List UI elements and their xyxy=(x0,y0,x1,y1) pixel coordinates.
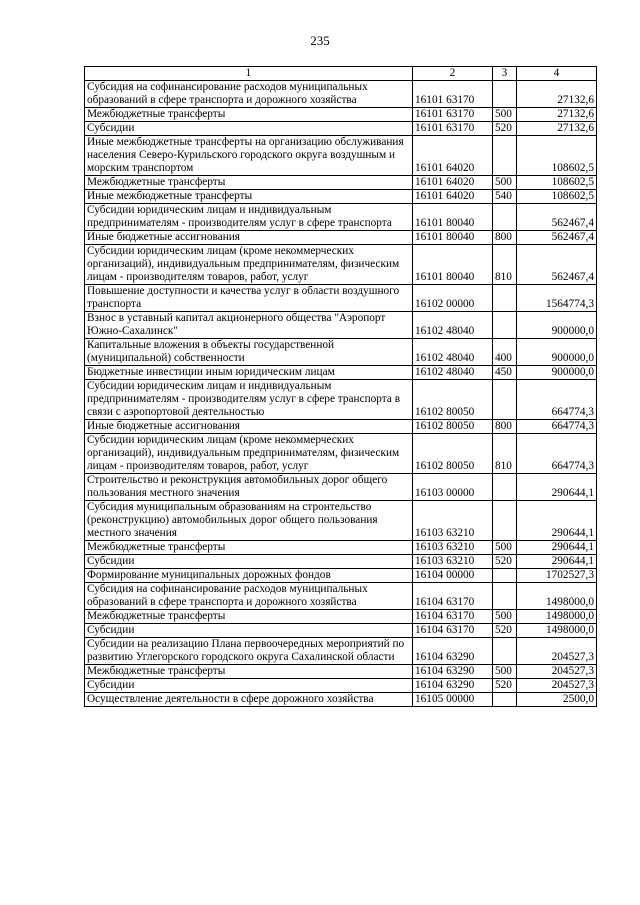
row-expense-type: 520 xyxy=(493,555,517,569)
row-amount: 204527,3 xyxy=(517,665,597,679)
row-code: 16101 80040 xyxy=(413,204,493,231)
row-code: 16101 63170 xyxy=(413,108,493,122)
row-expense-type: 400 xyxy=(493,339,517,366)
row-code: 16102 80050 xyxy=(413,380,493,420)
row-name: Субсидии юридическим лицам и индивидуальным предпринимателям - производителям услуг в сфере транспорта в связи с аэропортовой деятельностью xyxy=(85,380,413,420)
row-amount: 108602,5 xyxy=(517,136,597,176)
row-name: Межбюджетные трансферты xyxy=(85,541,413,555)
table-row xyxy=(85,583,597,610)
row-name: Субсидия муниципальным образованиям на строительство (реконструкцию) автомобильных дорог общего пользования местного значения xyxy=(85,501,413,541)
page-number: 235 xyxy=(310,33,330,48)
table-row xyxy=(85,474,597,501)
row-amount: 204527,3 xyxy=(517,679,597,693)
row-amount: 562467,4 xyxy=(517,231,597,245)
row-amount: 108602,5 xyxy=(517,190,597,204)
row-name: Осуществление деятельности в сфере дорожного хозяйства xyxy=(85,693,413,707)
row-expense-type: 520 xyxy=(493,679,517,693)
table-row xyxy=(85,245,597,285)
row-amount: 290644,1 xyxy=(517,501,597,541)
table-row xyxy=(85,555,597,569)
row-name: Межбюджетные трансферты xyxy=(85,665,413,679)
table-row xyxy=(85,204,597,231)
table-row xyxy=(85,285,597,312)
table-row xyxy=(85,679,597,693)
row-amount: 900000,0 xyxy=(517,339,597,366)
table-row xyxy=(85,541,597,555)
table-row xyxy=(85,501,597,541)
row-expense-type: 500 xyxy=(493,665,517,679)
table-row xyxy=(85,190,597,204)
table-row xyxy=(85,122,597,136)
row-code: 16101 80040 xyxy=(413,231,493,245)
row-name: Капитальные вложения в объекты государственной (муниципальной) собственности xyxy=(85,339,413,366)
row-expense-type: 800 xyxy=(493,420,517,434)
row-expense-type: 800 xyxy=(493,231,517,245)
row-expense-type: 500 xyxy=(493,610,517,624)
table-row xyxy=(85,312,597,339)
table-row xyxy=(85,569,597,583)
row-expense-type xyxy=(493,81,517,108)
table-row xyxy=(85,81,597,108)
row-amount: 664774,3 xyxy=(517,434,597,474)
row-amount: 1498000,0 xyxy=(517,610,597,624)
row-amount: 664774,3 xyxy=(517,420,597,434)
row-amount: 664774,3 xyxy=(517,380,597,420)
row-name: Бюджетные инвестиции иным юридическим лицам xyxy=(85,366,413,380)
row-code: 16104 63290 xyxy=(413,638,493,665)
row-amount: 204527,3 xyxy=(517,638,597,665)
row-name: Формирование муниципальных дорожных фондов xyxy=(85,569,413,583)
table-row xyxy=(85,108,597,122)
table-row xyxy=(85,231,597,245)
row-code: 16102 48040 xyxy=(413,339,493,366)
row-code: 16104 63170 xyxy=(413,624,493,638)
row-code: 16103 63210 xyxy=(413,555,493,569)
row-name: Межбюджетные трансферты xyxy=(85,108,413,122)
row-amount: 290644,1 xyxy=(517,541,597,555)
row-code: 16104 63290 xyxy=(413,665,493,679)
row-name: Строительство и реконструкция автомобильных дорог общего пользования местного значения xyxy=(85,474,413,501)
row-name: Субсидия на софинансирование расходов муниципальных образований в сфере транспорта и дорожного хозяйства xyxy=(85,81,413,108)
table-row xyxy=(85,420,597,434)
column-header: 2 xyxy=(413,67,493,81)
row-code: 16103 63210 xyxy=(413,501,493,541)
row-code: 16102 48040 xyxy=(413,366,493,380)
table-row xyxy=(85,176,597,190)
table-row xyxy=(85,136,597,176)
row-code: 16101 64020 xyxy=(413,136,493,176)
row-name: Субсидии юридическим лицам (кроме некоммерческих организаций), индивидуальным предпринимателям, физическим лицам - производителям товаров, работ, услуг xyxy=(85,245,413,285)
row-name: Субсидия на софинансирование расходов муниципальных образований в сфере транспорта и дорожного хозяйства xyxy=(85,583,413,610)
row-expense-type xyxy=(493,693,517,707)
row-code: 16102 80050 xyxy=(413,420,493,434)
row-amount: 900000,0 xyxy=(517,312,597,339)
row-code: 16101 64020 xyxy=(413,176,493,190)
row-amount: 900000,0 xyxy=(517,366,597,380)
row-amount: 290644,1 xyxy=(517,555,597,569)
row-name: Субсидии юридическим лицам (кроме некоммерческих организаций), индивидуальным предпринимателям, физическим лицам - производителям товаров, работ, услуг xyxy=(85,434,413,474)
row-amount: 1498000,0 xyxy=(517,583,597,610)
row-expense-type: 520 xyxy=(493,122,517,136)
row-name: Субсидии xyxy=(85,624,413,638)
row-code: 16105 00000 xyxy=(413,693,493,707)
row-code: 16103 00000 xyxy=(413,474,493,501)
row-expense-type xyxy=(493,474,517,501)
row-code: 16104 63170 xyxy=(413,583,493,610)
row-code: 16104 63290 xyxy=(413,679,493,693)
row-name: Взнос в уставный капитал акционерного общества "Аэропорт Южно-Сахалинск" xyxy=(85,312,413,339)
row-name: Субсидии xyxy=(85,555,413,569)
budget-table xyxy=(84,66,597,707)
row-code: 16101 80040 xyxy=(413,245,493,285)
row-name: Иные межбюджетные трансферты на организацию обслуживания населения Северо-Курильского городского округа воздушным и морским транспортом xyxy=(85,136,413,176)
row-expense-type xyxy=(493,501,517,541)
row-amount: 1702527,3 xyxy=(517,569,597,583)
header-row xyxy=(85,67,597,81)
row-expense-type: 500 xyxy=(493,108,517,122)
row-expense-type xyxy=(493,380,517,420)
row-code: 16104 00000 xyxy=(413,569,493,583)
row-name: Субсидии xyxy=(85,122,413,136)
row-code: 16103 63210 xyxy=(413,541,493,555)
table-row xyxy=(85,638,597,665)
row-expense-type xyxy=(493,204,517,231)
row-name: Субсидии xyxy=(85,679,413,693)
row-amount: 27132,6 xyxy=(517,81,597,108)
row-amount: 2500,0 xyxy=(517,693,597,707)
row-expense-type: 540 xyxy=(493,190,517,204)
row-expense-type xyxy=(493,136,517,176)
row-amount: 1498000,0 xyxy=(517,624,597,638)
row-name: Повышение доступности и качества услуг в области воздушного транспорта xyxy=(85,285,413,312)
row-amount: 27132,6 xyxy=(517,108,597,122)
row-expense-type: 500 xyxy=(493,541,517,555)
row-amount: 108602,5 xyxy=(517,176,597,190)
row-code: 16102 00000 xyxy=(413,285,493,312)
table-row xyxy=(85,624,597,638)
table-row xyxy=(85,380,597,420)
row-name: Межбюджетные трансферты xyxy=(85,610,413,624)
row-amount: 1564774,3 xyxy=(517,285,597,312)
column-header: 4 xyxy=(517,67,597,81)
row-amount: 27132,6 xyxy=(517,122,597,136)
row-name: Субсидии на реализацию Плана первоочередных мероприятий по развитию Углегорского городского округа Сахалинской области xyxy=(85,638,413,665)
row-expense-type xyxy=(493,583,517,610)
table-row xyxy=(85,665,597,679)
row-amount: 562467,4 xyxy=(517,204,597,231)
row-expense-type xyxy=(493,569,517,583)
row-code: 16102 80050 xyxy=(413,434,493,474)
row-name: Иные бюджетные ассигнования xyxy=(85,420,413,434)
column-header: 1 xyxy=(85,67,413,81)
row-name: Иные межбюджетные трансферты xyxy=(85,190,413,204)
row-name: Иные бюджетные ассигнования xyxy=(85,231,413,245)
row-amount: 290644,1 xyxy=(517,474,597,501)
row-code: 16101 63170 xyxy=(413,81,493,108)
row-expense-type: 520 xyxy=(493,624,517,638)
table-row xyxy=(85,693,597,707)
row-code: 16102 48040 xyxy=(413,312,493,339)
row-expense-type xyxy=(493,312,517,339)
table-row xyxy=(85,366,597,380)
row-expense-type: 500 xyxy=(493,176,517,190)
row-code: 16101 64020 xyxy=(413,190,493,204)
row-amount: 562467,4 xyxy=(517,245,597,285)
row-expense-type xyxy=(493,638,517,665)
row-expense-type: 810 xyxy=(493,245,517,285)
row-name: Субсидии юридическим лицам и индивидуальным предпринимателям - производителям услуг в сфере транспорта xyxy=(85,204,413,231)
table-row xyxy=(85,610,597,624)
row-expense-type xyxy=(493,285,517,312)
row-name: Межбюджетные трансферты xyxy=(85,176,413,190)
table-row xyxy=(85,339,597,366)
row-code: 16101 63170 xyxy=(413,122,493,136)
row-expense-type: 450 xyxy=(493,366,517,380)
row-code: 16104 63170 xyxy=(413,610,493,624)
column-header: 3 xyxy=(493,67,517,81)
table-row xyxy=(85,434,597,474)
row-expense-type: 810 xyxy=(493,434,517,474)
